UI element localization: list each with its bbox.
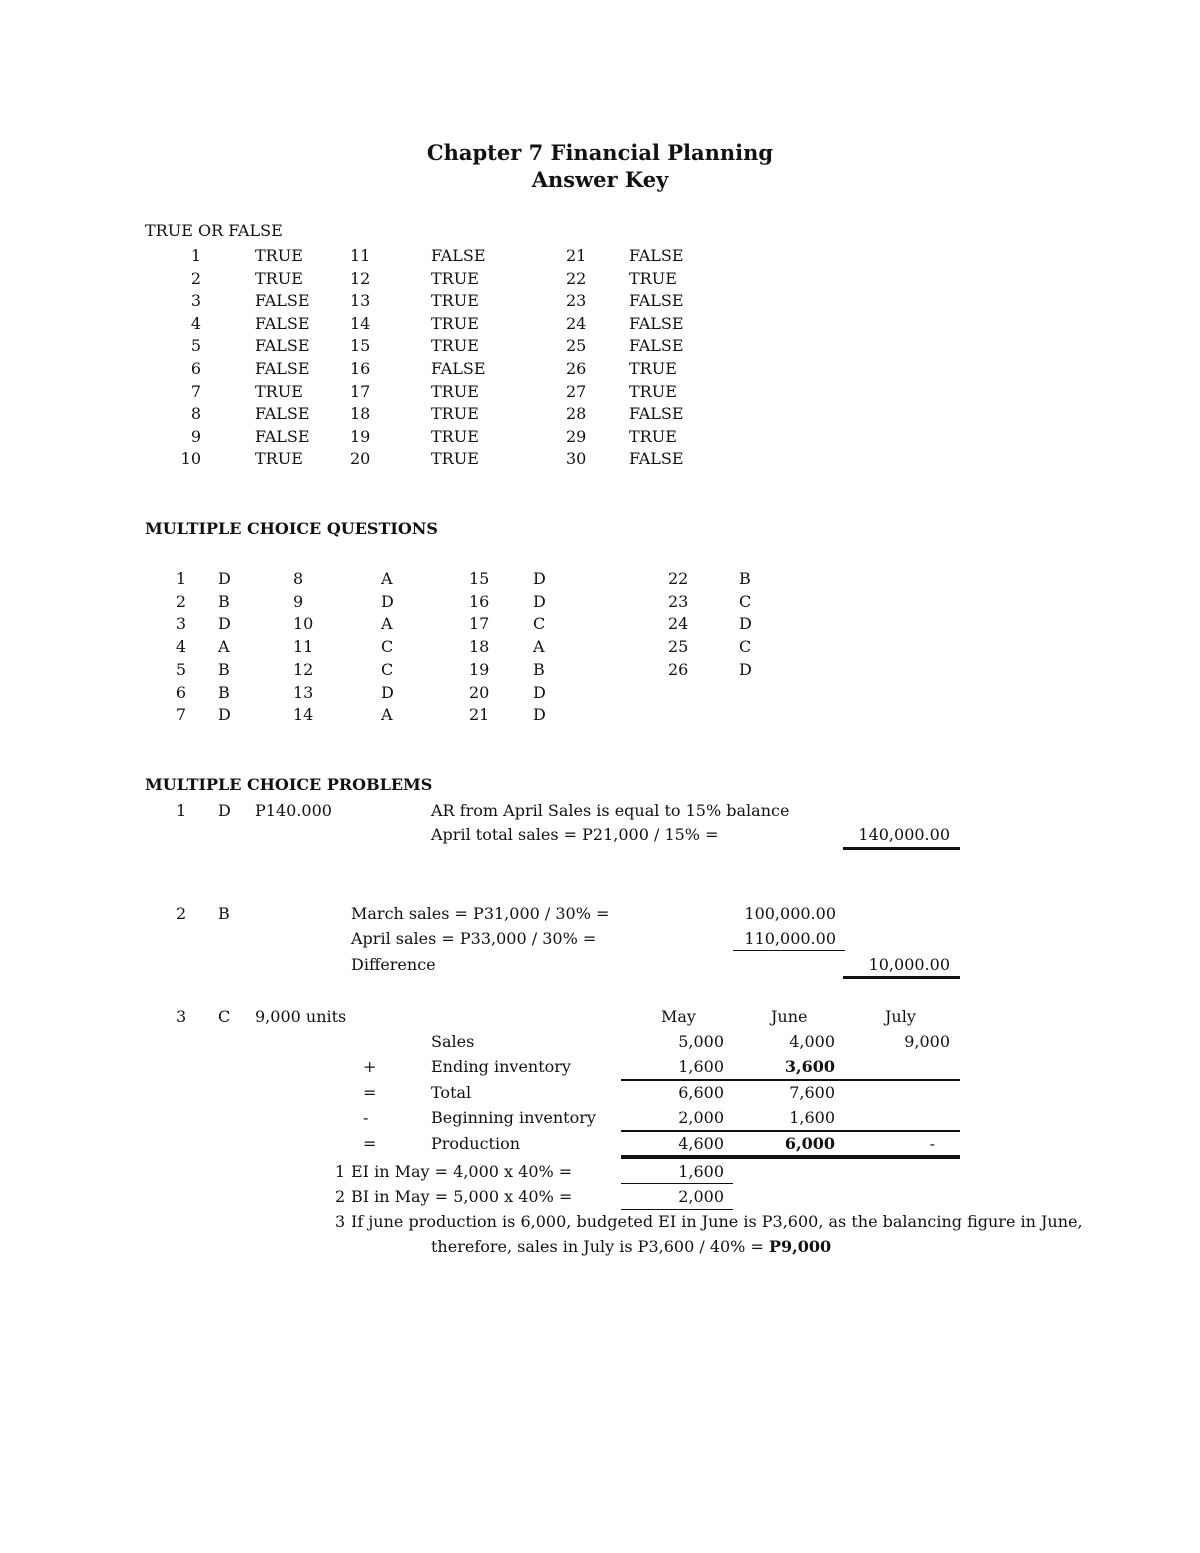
mcq-item-number: 16: [469, 591, 490, 611]
mcq-item-number: 26: [668, 659, 689, 679]
p3-row-may: 4,600: [678, 1133, 724, 1153]
p3-row-operator: +: [363, 1057, 377, 1077]
tf-item-answer: TRUE: [431, 381, 479, 401]
p2-amount2: 110,000.00: [744, 929, 836, 948]
p2-amount3: 10,000.00: [868, 955, 950, 974]
p3-row-july: 9,000: [904, 1032, 950, 1051]
p3-row-label: Beginning inventory: [431, 1108, 596, 1128]
tf-item-answer: TRUE: [431, 404, 479, 424]
p3-note1: EI in May = 4,000 x 40% =: [351, 1162, 573, 1181]
mcq-item-answer: D: [739, 614, 752, 634]
p1-amount-rule: [843, 847, 960, 850]
tf-item-number: 15: [350, 336, 371, 356]
tf-item-number: 4: [190, 313, 201, 333]
p3-rule-production: [621, 1155, 960, 1159]
mcq-item-number: 4: [175, 637, 186, 657]
p3-row-label: Ending inventory: [431, 1057, 571, 1077]
p2-amount3-rule: [843, 976, 960, 979]
p3-rule-beginning: [621, 1130, 960, 1132]
p3-note2-rule: [621, 1209, 733, 1210]
mcq-item-number: 14: [293, 705, 314, 725]
mcq-item-answer: D: [739, 659, 752, 679]
tf-item-number: 7: [190, 381, 201, 401]
tf-item-number: 28: [566, 404, 587, 424]
p3-row-june: 3,600: [784, 1057, 835, 1077]
mcq-item-number: 23: [668, 591, 689, 611]
p3-col-july: July: [885, 1007, 916, 1026]
p3-note3b-text: therefore, sales in July is P3,600 / 40% =: [431, 1237, 764, 1256]
mcq-heading: MULTIPLE CHOICE QUESTIONS: [145, 519, 438, 538]
p3-note2: BI in May = 5,000 x 40% =: [351, 1187, 573, 1206]
tf-item-answer: TRUE: [431, 313, 479, 333]
p2-line1: March sales = P31,000 / 30% =: [351, 904, 610, 923]
tf-item-answer: FALSE: [255, 313, 310, 333]
mcq-item-answer: A: [381, 705, 393, 725]
p3-note3b-answer: P9,000: [768, 1237, 832, 1256]
p1-number: 1: [176, 801, 187, 820]
mcq-item-number: 25: [668, 637, 689, 657]
tf-item-answer: TRUE: [255, 268, 303, 288]
mcq-item-answer: B: [218, 591, 230, 611]
mcq-item-answer: D: [381, 591, 394, 611]
tf-item-answer: TRUE: [255, 449, 303, 469]
mcq-item-answer: D: [533, 682, 546, 702]
mcp-heading: MULTIPLE CHOICE PROBLEMS: [145, 775, 433, 794]
tf-item-number: 25: [566, 336, 587, 356]
tf-item-number: 21: [566, 246, 587, 265]
mcq-item-answer: A: [533, 637, 545, 657]
p2-amount2-rule: [733, 950, 845, 951]
tf-item-answer: TRUE: [255, 381, 303, 401]
p3-col-may: May: [661, 1007, 696, 1026]
p3-row-june: 1,600: [789, 1108, 835, 1128]
p3-rule-ending: [621, 1079, 960, 1081]
tf-item-answer: FALSE: [255, 359, 310, 378]
mcq-item-answer: C: [381, 637, 394, 657]
tf-item-number: 11: [350, 246, 371, 265]
p3-row-may: 5,000: [678, 1032, 724, 1051]
tf-item-number: 8: [190, 404, 201, 424]
p3-row-operator: -: [363, 1108, 369, 1128]
p2-number: 2: [176, 904, 187, 923]
p3-value: 9,000 units: [255, 1007, 347, 1026]
mcq-item-number: 3: [175, 614, 186, 634]
mcq-item-answer: B: [218, 659, 230, 679]
mcq-item-number: 9: [293, 591, 304, 611]
tf-item-number: 18: [350, 404, 371, 424]
tf-item-number: 29: [566, 426, 587, 446]
mcq-item-number: 8: [293, 569, 304, 588]
p3-row-may: 6,600: [678, 1082, 724, 1102]
p3-row-june: 7,600: [789, 1082, 835, 1102]
p3-row-may: 1,600: [678, 1057, 724, 1077]
tf-item-number: 12: [350, 268, 371, 288]
p3-note1-num: 1: [335, 1162, 346, 1181]
p1-answer: D: [218, 801, 231, 820]
tf-item-answer: FALSE: [431, 246, 486, 265]
tf-item-answer: TRUE: [629, 426, 677, 446]
mcq-item-number: 2: [175, 591, 186, 611]
tf-item-number: 19: [350, 426, 371, 446]
tf-item-number: 2: [190, 268, 201, 288]
mcq-item-number: 6: [175, 682, 186, 702]
tf-item-answer: FALSE: [255, 291, 310, 311]
tf-item-number: 30: [566, 449, 587, 469]
tf-item-answer: TRUE: [431, 268, 479, 288]
tf-item-answer: FALSE: [255, 426, 310, 446]
p2-line2: April sales = P33,000 / 30% =: [351, 929, 597, 948]
p3-row-may: 2,000: [678, 1108, 724, 1128]
tf-item-answer: FALSE: [629, 449, 684, 469]
p1-amount: 140,000.00: [858, 825, 950, 844]
mcq-item-answer: C: [381, 659, 394, 679]
mcq-item-number: 1: [175, 569, 186, 588]
mcq-item-number: 7: [175, 705, 186, 725]
tf-item-number: 13: [350, 291, 371, 311]
p3-answer: C: [218, 1007, 231, 1026]
p3-row-operator: =: [363, 1082, 377, 1102]
p3-row-july: -: [929, 1133, 935, 1153]
p1-line1: AR from April Sales is equal to 15% balance: [431, 801, 790, 820]
p3-note1-rule: [621, 1183, 733, 1184]
p3-row-operator: =: [363, 1133, 377, 1153]
mcq-item-number: 24: [668, 614, 689, 634]
tf-item-number: 14: [350, 313, 371, 333]
mcq-item-answer: D: [218, 614, 231, 634]
mcq-item-answer: D: [533, 705, 546, 725]
tf-item-answer: FALSE: [629, 291, 684, 311]
p3-col-june: June: [771, 1007, 808, 1026]
mcq-item-answer: A: [381, 569, 393, 588]
tf-item-answer: TRUE: [255, 246, 303, 265]
tf-item-number: 10: [180, 449, 201, 469]
tf-item-number: 22: [566, 268, 587, 288]
mcq-item-answer: C: [533, 614, 546, 634]
mcq-item-answer: A: [218, 637, 230, 657]
tf-item-answer: FALSE: [431, 359, 486, 378]
tf-item-answer: TRUE: [629, 268, 677, 288]
tf-item-number: 16: [350, 359, 371, 378]
mcq-item-number: 22: [668, 569, 689, 588]
mcq-item-answer: C: [739, 637, 752, 657]
tf-item-answer: TRUE: [629, 359, 677, 378]
tf-item-number: 17: [350, 381, 371, 401]
mcq-item-number: 19: [469, 659, 490, 679]
p3-note2-amount: 2,000: [678, 1187, 724, 1206]
tf-item-answer: TRUE: [431, 291, 479, 311]
p1-line2: April total sales = P21,000 / 15% =: [431, 825, 719, 844]
p2-line3: Difference: [351, 955, 436, 974]
mcq-item-answer: A: [381, 614, 393, 634]
p3-note3: If june production is 6,000, budgeted EI in June is P3,600, as the balancing figure in June,: [351, 1212, 1083, 1231]
tf-item-answer: TRUE: [431, 336, 479, 356]
tf-item-answer: TRUE: [431, 426, 479, 446]
mcq-item-number: 17: [469, 614, 490, 634]
mcq-item-answer: D: [533, 569, 546, 588]
p3-note1-amount: 1,600: [678, 1162, 724, 1181]
tf-item-answer: FALSE: [629, 336, 684, 356]
mcq-item-number: 12: [293, 659, 314, 679]
mcq-item-number: 15: [469, 569, 490, 588]
tf-item-number: 5: [190, 336, 201, 356]
mcq-item-number: 11: [293, 637, 314, 657]
mcq-item-answer: D: [218, 705, 231, 725]
p3-row-june: 4,000: [789, 1032, 835, 1051]
tf-item-number: 6: [190, 359, 201, 378]
mcq-item-answer: D: [381, 682, 394, 702]
tf-item-answer: FALSE: [629, 404, 684, 424]
p3-number: 3: [176, 1007, 187, 1026]
p2-answer: B: [218, 904, 230, 923]
tf-item-number: 24: [566, 313, 587, 333]
mcq-item-answer: B: [739, 569, 751, 588]
tf-item-answer: TRUE: [629, 381, 677, 401]
tf-item-answer: TRUE: [431, 449, 479, 469]
tf-item-answer: FALSE: [629, 246, 684, 265]
page-title: Chapter 7 Financial Planning: [426, 140, 774, 165]
p3-note2-num: 2: [335, 1187, 346, 1206]
mcq-item-answer: B: [533, 659, 545, 679]
mcq-item-answer: D: [218, 569, 231, 588]
page-subtitle: Answer Key: [531, 167, 669, 192]
tf-item-number: 3: [190, 291, 201, 311]
tf-item-answer: FALSE: [629, 313, 684, 333]
tf-item-number: 9: [190, 426, 201, 446]
tf-item-answer: FALSE: [255, 336, 310, 356]
mcq-item-number: 20: [469, 682, 490, 702]
tf-item-answer: FALSE: [255, 404, 310, 424]
tf-item-number: 27: [566, 381, 587, 401]
p3-row-label: Total: [431, 1082, 472, 1102]
p3-row-june: 6,000: [784, 1133, 835, 1153]
mcq-item-answer: D: [533, 591, 546, 611]
p3-note3-num: 3: [335, 1212, 346, 1231]
tf-item-number: 1: [190, 246, 201, 265]
tf-item-number: 26: [566, 359, 587, 378]
p3-row-label: Sales: [431, 1032, 475, 1051]
mcq-item-number: 5: [175, 659, 186, 679]
tf-heading: TRUE OR FALSE: [145, 221, 283, 240]
mcq-item-answer: B: [218, 682, 230, 702]
p3-row-label: Production: [431, 1133, 521, 1153]
mcq-item-number: 18: [469, 637, 490, 657]
mcq-item-number: 21: [469, 705, 490, 725]
mcq-item-number: 13: [293, 682, 314, 702]
tf-item-number: 23: [566, 291, 587, 311]
p2-amount1: 100,000.00: [744, 904, 836, 923]
tf-item-number: 20: [350, 449, 371, 469]
p3-note3-continuation: [431, 1237, 831, 1257]
p1-value: P140.000: [255, 801, 332, 820]
mcq-item-answer: C: [739, 591, 752, 611]
mcq-item-number: 10: [293, 614, 314, 634]
